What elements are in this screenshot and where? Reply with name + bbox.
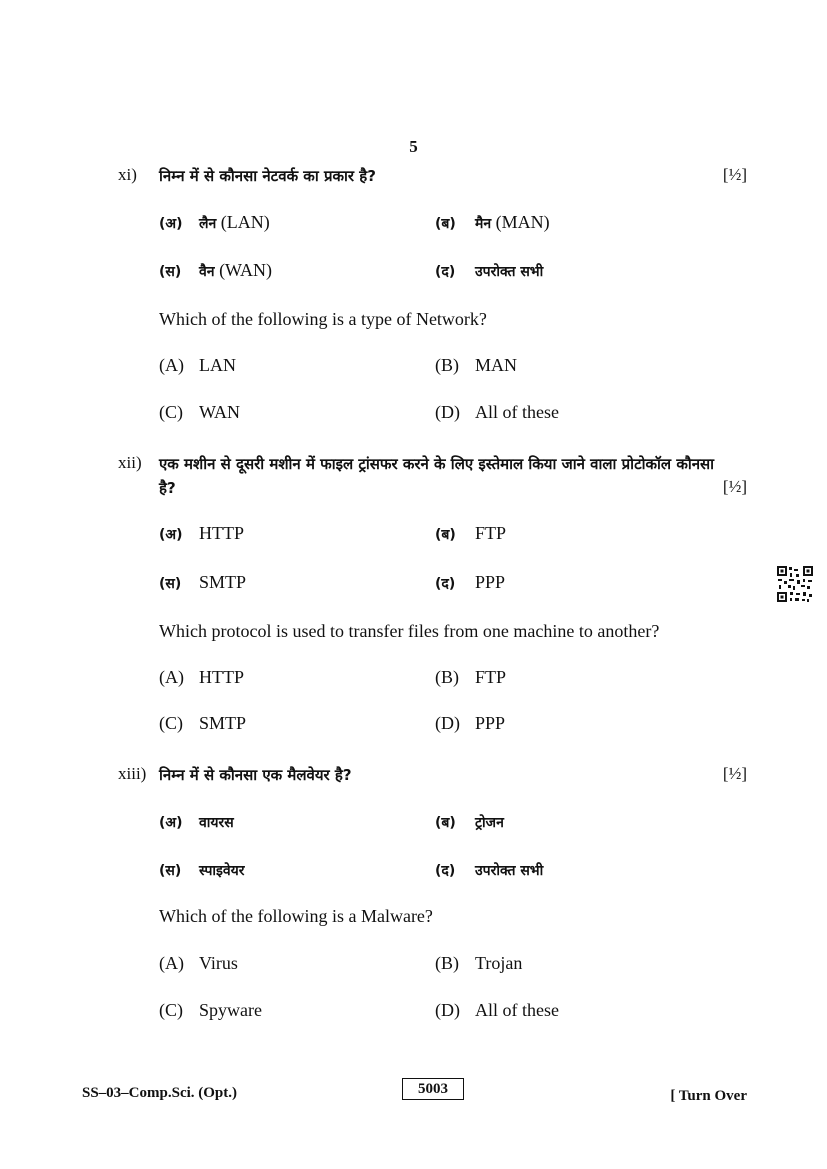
option-text: WAN [199, 402, 240, 422]
option-label: (अ) [159, 815, 183, 831]
option-english-b [435, 667, 506, 688]
option-label: (B) [435, 953, 459, 973]
option-text: All of these [475, 402, 559, 422]
option-label: (द) [435, 576, 456, 592]
option-suffix: FTP [475, 523, 507, 543]
option-text: मैन [475, 216, 492, 232]
option-label: (द) [435, 264, 456, 280]
option-hindi-d [435, 859, 543, 880]
option-label: (द) [435, 863, 456, 879]
option-label: (D) [435, 713, 460, 733]
option-text: PPP [475, 713, 506, 733]
option-text: Virus [199, 953, 238, 973]
option-text: वैन [199, 264, 215, 280]
qr-code-icon [776, 565, 814, 603]
footer-subject-code: SS–03–Comp.Sci. (Opt.) [82, 1085, 238, 1101]
option-english-c [159, 713, 246, 734]
question-marks: [½] [722, 165, 747, 184]
option-text: LAN [199, 355, 236, 375]
option-english-a [159, 667, 244, 688]
option-english-b [435, 953, 522, 974]
option-text: उपरोक्त सभी [475, 863, 544, 879]
option-text: HTTP [199, 667, 244, 687]
option-hindi-b [435, 811, 504, 832]
option-suffix: PPP [475, 572, 506, 592]
option-english-a [159, 355, 236, 376]
option-text: ट्रोजन [475, 815, 504, 831]
option-text: SMTP [199, 713, 247, 733]
option-text: स्पाइवेयर [199, 863, 245, 879]
option-text: लैन [199, 216, 217, 232]
option-label: (C) [159, 713, 183, 733]
question-number: xii) [118, 453, 142, 472]
option-label: (स) [159, 264, 182, 280]
option-english-d [435, 402, 559, 423]
option-english-c [159, 402, 240, 423]
option-hindi-c [159, 260, 272, 281]
footer-paper-code: 5003 [402, 1078, 464, 1100]
option-label: (C) [159, 1000, 183, 1020]
option-hindi-a [159, 811, 234, 832]
option-label: (स) [159, 576, 182, 592]
option-hindi-c [159, 572, 246, 593]
option-label: (A) [159, 953, 184, 973]
option-text: MAN [475, 355, 518, 375]
question-text-english: Which of the following is a Malware? [159, 906, 433, 926]
option-label: (D) [435, 1000, 460, 1020]
option-suffix: (WAN) [219, 260, 273, 280]
question-text-hindi: निम्न में से कौनसा एक मैलवेयर है? [159, 766, 352, 784]
option-suffix: (LAN) [220, 212, 270, 232]
question-marks: [½] [722, 764, 747, 783]
option-suffix: (MAN) [495, 212, 550, 232]
question-number: xiii) [118, 764, 147, 783]
option-label: (अ) [159, 216, 183, 232]
option-hindi-b [435, 523, 506, 544]
question-number: xi) [118, 165, 137, 184]
option-text: FTP [475, 667, 507, 687]
option-label: (ब) [435, 216, 456, 232]
question-text-english: Which protocol is used to transfer files from one machine to another? [159, 621, 660, 641]
option-label: (ब) [435, 527, 456, 543]
option-english-d [435, 1000, 559, 1021]
option-text: Trojan [475, 953, 523, 973]
question-text-hindi-cont: है? [159, 479, 176, 497]
option-label: (A) [159, 667, 184, 687]
option-label: (C) [159, 402, 183, 422]
option-label: (अ) [159, 527, 183, 543]
footer-turn-over: [ Turn Over [670, 1088, 747, 1104]
option-label: (A) [159, 355, 184, 375]
option-english-a [159, 953, 238, 974]
option-hindi-a [159, 523, 244, 544]
page-number: 5 [409, 137, 418, 156]
option-english-d [435, 713, 505, 734]
question-marks: [½] [722, 477, 747, 496]
option-label: (ब) [435, 815, 456, 831]
option-text: उपरोक्त सभी [475, 264, 544, 280]
option-text: Spyware [199, 1000, 262, 1020]
option-suffix: HTTP [199, 523, 244, 543]
option-label: (B) [435, 667, 459, 687]
option-hindi-d [435, 260, 543, 281]
option-label: (B) [435, 355, 459, 375]
option-hindi-d [435, 572, 505, 593]
option-english-c [159, 1000, 262, 1021]
option-hindi-c [159, 859, 245, 880]
option-hindi-a [159, 212, 270, 233]
option-text: वायरस [199, 815, 234, 831]
option-text: All of these [475, 1000, 559, 1020]
option-label: (D) [435, 402, 460, 422]
question-text-english: Which of the following is a type of Network? [159, 309, 487, 329]
option-label: (स) [159, 863, 182, 879]
option-suffix: SMTP [199, 572, 247, 592]
question-text-hindi: निम्न में से कौनसा नेटवर्क का प्रकार है? [159, 167, 376, 185]
question-text-hindi: एक मशीन से दूसरी मशीन में फाइल ट्रांसफर करने के लिए इस्तेमाल किया जाने वाला प्रोटोकॉल कौनसा [159, 455, 715, 473]
option-hindi-b [435, 212, 550, 233]
option-english-b [435, 355, 517, 376]
